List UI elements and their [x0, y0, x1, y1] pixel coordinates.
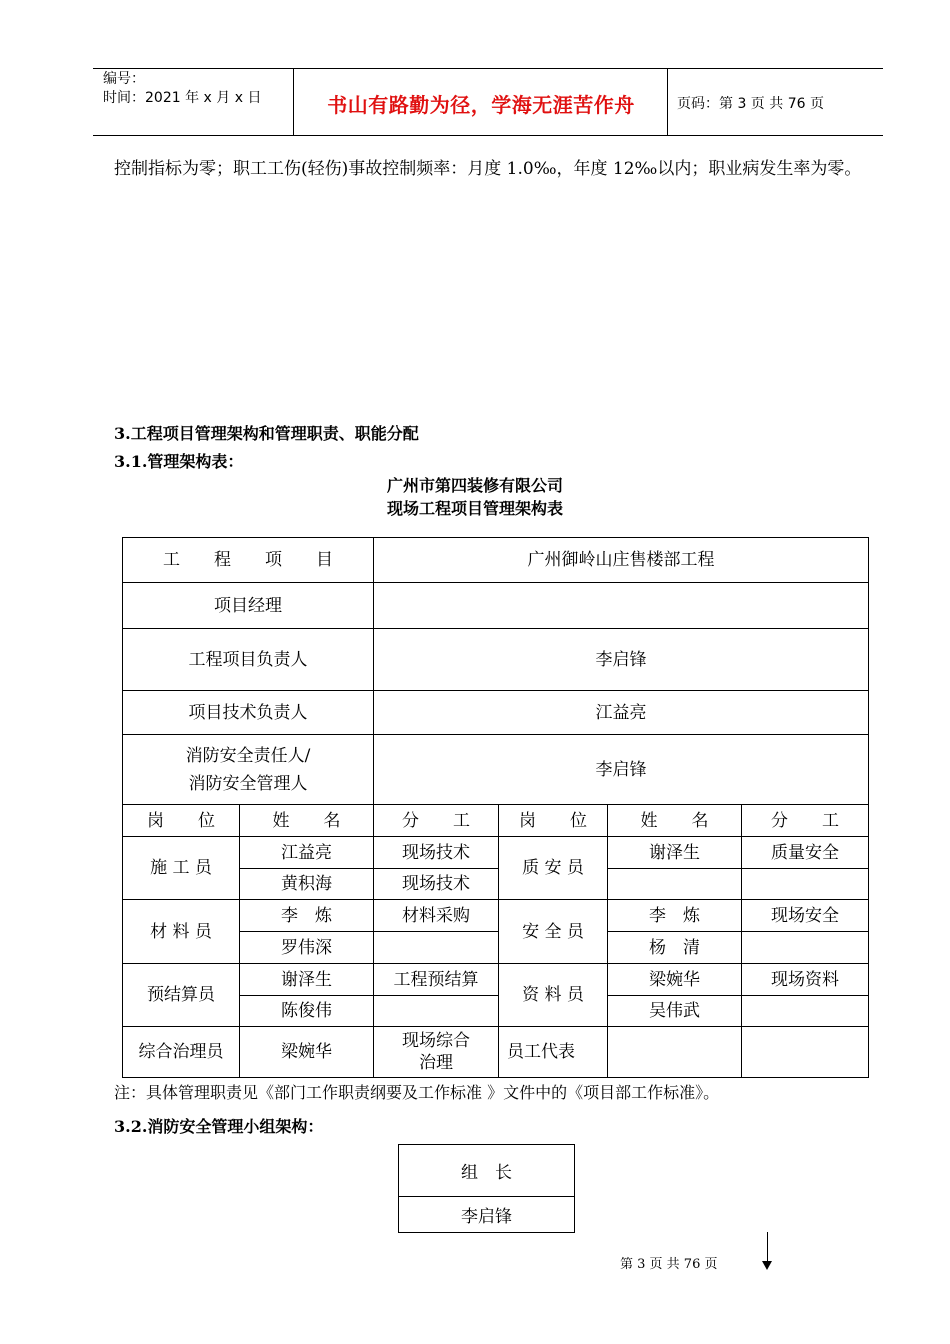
- row-value: 李启锋: [374, 735, 869, 805]
- row-label: 工 程 项 目: [123, 538, 374, 583]
- row-value: [374, 583, 869, 629]
- name-cell: 江益亮: [240, 837, 374, 869]
- table-row: [123, 964, 869, 996]
- header-bottom-rule: [93, 135, 883, 136]
- header-motto: 书山有路勤为径，学海无涯苦作舟: [327, 93, 635, 117]
- table-row: [399, 1145, 575, 1197]
- table-row: [123, 538, 869, 583]
- table-row: [123, 691, 869, 735]
- name-cell: [608, 1027, 742, 1078]
- duty-cell: 现场综合 治理: [374, 1027, 499, 1078]
- header-meta: [103, 70, 261, 108]
- col-header-duty: 分 工: [742, 805, 869, 837]
- row-label: 项目经理: [123, 583, 374, 629]
- row-value: 李启锋: [374, 629, 869, 691]
- name-cell: 梁婉华: [240, 1027, 374, 1078]
- org-structure-table: [122, 537, 869, 1078]
- table-row: [123, 629, 869, 691]
- duty-cell: [742, 932, 869, 964]
- duty-cell: 工程预结算: [374, 964, 499, 996]
- name-cell: 吴伟武: [608, 996, 742, 1027]
- table-row: [399, 1197, 575, 1233]
- name-cell: 罗伟深: [240, 932, 374, 964]
- duty-cell: [742, 869, 869, 900]
- post-cell: 资 料 员: [499, 964, 608, 1027]
- duty-cell: 现场技术: [374, 837, 499, 869]
- duty-cell: 现场安全: [742, 900, 869, 932]
- down-arrow-head-icon: [762, 1261, 772, 1270]
- table-row: [123, 900, 869, 932]
- duty-cell: 现场资料: [742, 964, 869, 996]
- col-header-post: 岗 位: [123, 805, 240, 837]
- name-cell: 谢泽生: [240, 964, 374, 996]
- name-cell: 李 炼: [608, 900, 742, 932]
- duty-cell: 质量安全: [742, 837, 869, 869]
- column-header-row: [123, 805, 869, 837]
- name-cell: 陈俊伟: [240, 996, 374, 1027]
- table-title-company: 广州市第四装修有限公司: [386, 476, 563, 495]
- group-leader-header: 组 长: [399, 1145, 575, 1197]
- row-label: 工程项目负责人: [123, 629, 374, 691]
- duty-cell: [742, 1027, 869, 1078]
- name-cell: 杨 清: [608, 932, 742, 964]
- name-cell: 梁婉华: [608, 964, 742, 996]
- post-cell: 质 安 员: [499, 837, 608, 900]
- row-value: 广州御岭山庄售楼部工程: [374, 538, 869, 583]
- table-row: [123, 735, 869, 805]
- page-footer: 第 3 页 共 76 页: [620, 1257, 718, 1272]
- table-row: [123, 583, 869, 629]
- duty-cell: [374, 932, 499, 964]
- row-label: 消防安全责任人/ 消防安全管理人: [123, 735, 374, 805]
- name-cell: [608, 869, 742, 900]
- post-cell: 员工代表: [499, 1027, 608, 1078]
- duty-cell: 现场技术: [374, 869, 499, 900]
- duty-cell: [374, 996, 499, 1027]
- name-cell: 谢泽生: [608, 837, 742, 869]
- header-divider-2: [667, 69, 668, 136]
- fire-safety-group-table: [398, 1144, 575, 1233]
- name-cell: 黄积海: [240, 869, 374, 900]
- post-cell: 材 料 员: [123, 900, 240, 964]
- intro-paragraph: 控制指标为零；职工工伤(轻伤)事故控制频率：月度 1.0‰，年度 12‰以内；职业病发生率为零。: [114, 159, 862, 179]
- row-label: 项目技术负责人: [123, 691, 374, 735]
- header-top-rule: [93, 68, 883, 69]
- section-3-title: 3.工程项目管理架构和管理职责、职能分配: [114, 424, 419, 443]
- header-time-label: 时间：2021 年 x 月 x 日: [103, 90, 262, 106]
- header-number-label: 编号：: [103, 71, 145, 87]
- duty-cell: 材料采购: [374, 900, 499, 932]
- post-cell: 安 全 员: [499, 900, 608, 964]
- header-divider-1: [293, 69, 294, 136]
- down-arrow-icon: [767, 1232, 768, 1262]
- name-cell: 李 炼: [240, 900, 374, 932]
- table-row: [123, 1027, 869, 1078]
- post-cell: 预结算员: [123, 964, 240, 1027]
- post-cell: 综合治理员: [123, 1027, 240, 1078]
- section-3-1-title: 3.1.管理架构表：: [114, 452, 244, 471]
- col-header-name: 姓 名: [240, 805, 374, 837]
- duty-cell: [742, 996, 869, 1027]
- table-note: 注：具体管理职责见《部门工作职责纲要及工作标准 》文件中的《项目部工作标准》。: [114, 1083, 720, 1102]
- col-header-name: 姓 名: [608, 805, 742, 837]
- group-leader-name: 李启锋: [399, 1197, 575, 1233]
- section-3-2-title: 3.2.消防安全管理小组架构：: [114, 1117, 324, 1136]
- col-header-duty: 分 工: [374, 805, 499, 837]
- row-value: 江益亮: [374, 691, 869, 735]
- table-row: [123, 837, 869, 869]
- col-header-post: 岗 位: [499, 805, 608, 837]
- header-page-info: 页码：第 3 页 共 76 页: [677, 96, 824, 112]
- post-cell: 施 工 员: [123, 837, 240, 900]
- table-title-name: 现场工程项目管理架构表: [386, 499, 563, 518]
